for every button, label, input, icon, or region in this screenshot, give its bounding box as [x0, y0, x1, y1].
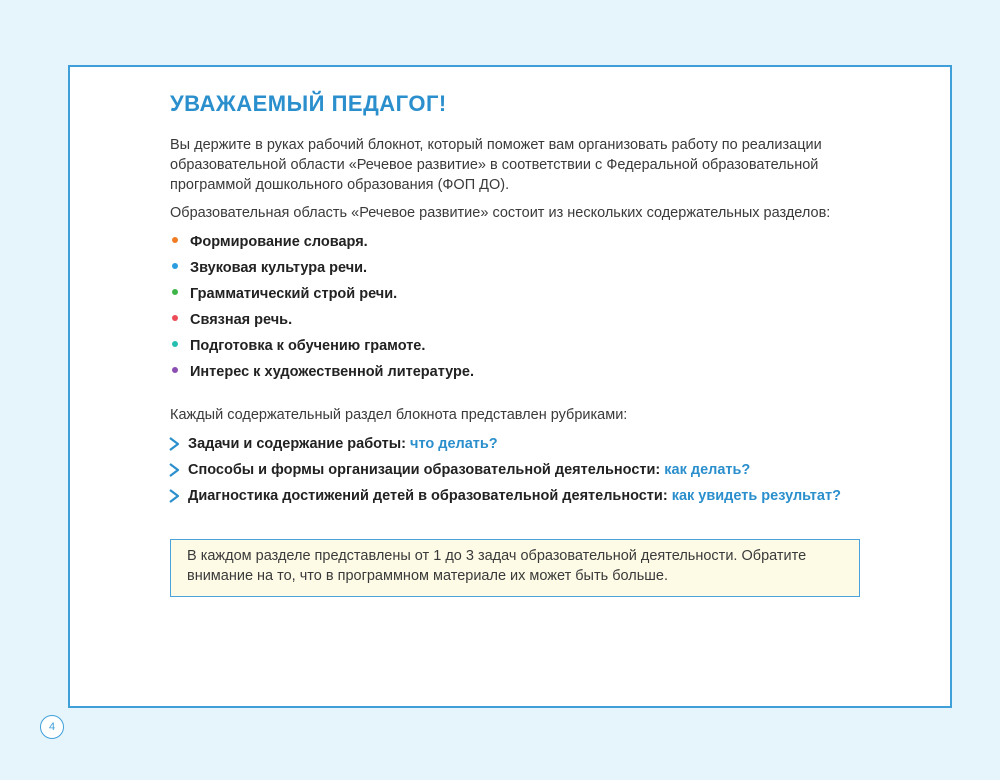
- bullet-dot-icon: [172, 341, 178, 347]
- list-item: [170, 257, 860, 283]
- section-label: Связная речь.: [190, 312, 293, 328]
- section-label: Подготовка к обучению грамоте.: [190, 338, 426, 354]
- rubric-label: Диагностика достижений детей в образовательной деятельности:: [188, 488, 668, 504]
- rubric-item: [170, 459, 860, 485]
- rubrics-list: [170, 433, 860, 511]
- sections-list: [170, 231, 860, 387]
- intro-paragraph: Вы держите в руках рабочий блокнот, который поможет вам организовать работу по реализации образовательной области «Речевое развитие» в соответствии с Федеральной образовательной программой дошкольного образования (ФОП ДО).: [170, 137, 822, 193]
- note-box: В каждом разделе представлены от 1 до 3 задач образовательной деятельности. Обратите внимание на то, что в программном материале их может быть больше.: [170, 539, 860, 597]
- list-item: [170, 309, 860, 335]
- list-item: [170, 231, 860, 257]
- section-label: Формирование словаря.: [190, 234, 368, 250]
- rubrics-intro: Каждый содержательный раздел блокнота представлен рубриками:: [170, 407, 628, 423]
- rubric-highlight: что делать?: [410, 436, 498, 452]
- rubric-item: [170, 485, 860, 511]
- rubric-highlight: как увидеть результат?: [671, 488, 841, 504]
- rubric-label: Задачи и содержание работы:: [188, 436, 406, 452]
- list-item: [170, 361, 860, 387]
- bullet-dot-icon: [172, 263, 178, 269]
- section-label: Грамматический строй речи.: [190, 286, 398, 302]
- list-item: [170, 335, 860, 361]
- page-frame: [68, 65, 952, 708]
- bullet-dot-icon: [172, 289, 178, 295]
- rubric-label: Способы и формы организации образовательной деятельности:: [188, 462, 661, 478]
- arrow-right-icon: [168, 436, 180, 452]
- bullet-dot-icon: [172, 315, 178, 321]
- content: [170, 91, 860, 597]
- arrow-right-icon: [168, 488, 180, 504]
- page-title: УВАЖАЕМЫЙ ПЕДАГОГ!: [170, 91, 447, 116]
- bullet-dot-icon: [172, 367, 178, 373]
- section-label: Интерес к художественной литературе.: [190, 364, 474, 380]
- list-item: [170, 283, 860, 309]
- sections-intro: Образовательная область «Речевое развитие» состоит из нескольких содержательных разделов:: [170, 205, 831, 221]
- bullet-dot-icon: [172, 237, 178, 243]
- arrow-right-icon: [168, 462, 180, 478]
- section-label: Звуковая культура речи.: [190, 260, 368, 276]
- rubric-highlight: как делать?: [664, 462, 751, 478]
- page-number: 4: [40, 715, 64, 739]
- rubric-item: [170, 433, 860, 459]
